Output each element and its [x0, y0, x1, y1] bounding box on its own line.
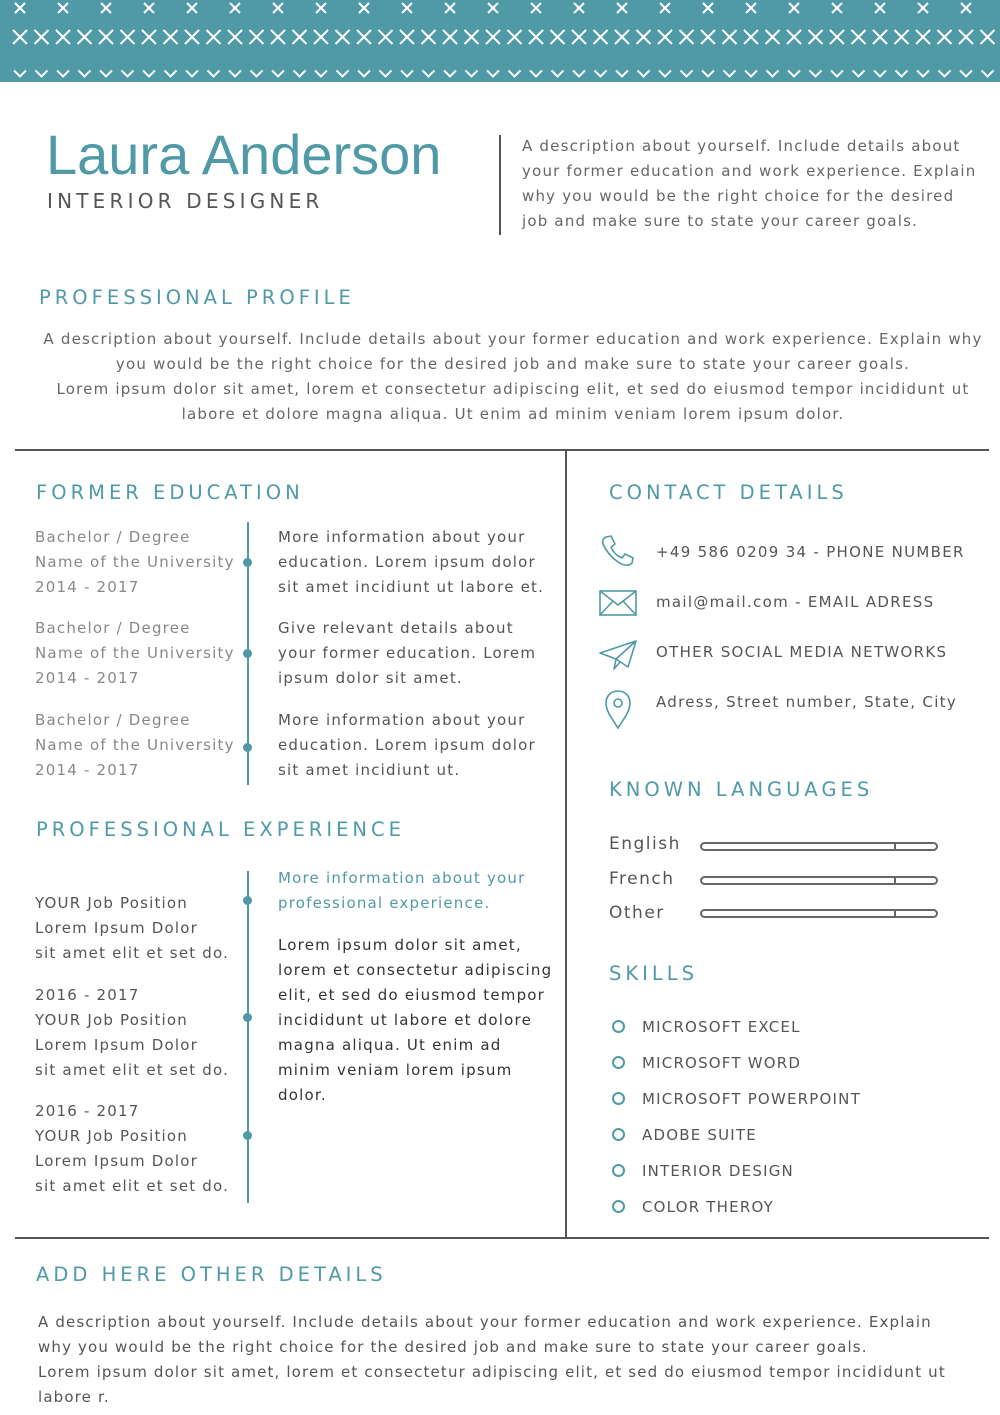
chevron-mark — [380, 70, 392, 76]
education-info: More information about your education. Lorem ipsum dolor sit amet incidiunt ut. — [278, 711, 536, 779]
language-level-fill — [702, 844, 896, 849]
cross-mark — [723, 30, 737, 44]
chevron-mark — [36, 70, 48, 76]
cross-mark — [101, 3, 111, 13]
envelope-icon — [598, 585, 638, 621]
cross-mark — [56, 30, 70, 44]
chevron-mark — [853, 70, 865, 76]
cross-mark — [445, 3, 455, 13]
profile-line-2: Lorem ipsum dolor sit amet, lorem et consectetur adipiscing elit, et sed do eiusmod tempor incididunt ut labore et dolore magna aliqua. Ut enim ad minim veniam lorem ipsum dolor. — [56, 380, 970, 423]
chevron-mark — [272, 70, 284, 76]
chevron-mark — [681, 70, 693, 76]
chevron-mark — [251, 70, 263, 76]
cross-mark — [594, 30, 608, 44]
cross-mark — [187, 3, 197, 13]
education-heading: FORMER EDUCATION — [36, 481, 304, 504]
language-level-bar — [700, 909, 938, 918]
chevron-mark — [745, 70, 757, 76]
location-pin-icon — [598, 688, 638, 730]
job-line-2: sit amet elit et set do. — [35, 944, 230, 962]
cross-mark — [228, 30, 242, 44]
cross-mark — [400, 30, 414, 44]
chevron-mark — [939, 70, 951, 76]
skills-heading: SKILLS — [609, 962, 699, 985]
chevron-mark — [423, 70, 435, 76]
cross-pattern — [0, 0, 1000, 82]
timeline-dot — [243, 743, 252, 752]
cross-mark — [766, 30, 780, 44]
chevron-mark — [960, 70, 972, 76]
chevron-mark — [767, 70, 779, 76]
cross-mark — [164, 30, 178, 44]
cross-mark — [873, 30, 887, 44]
chevron-mark — [595, 70, 607, 76]
cross-mark — [58, 3, 68, 13]
chevron-mark — [315, 70, 327, 76]
chevron-mark — [616, 70, 628, 76]
degree: Bachelor / Degree — [35, 619, 191, 637]
cross-mark — [531, 3, 541, 13]
other-details-heading: ADD HERE OTHER DETAILS — [36, 1263, 387, 1286]
cross-mark — [680, 30, 694, 44]
phone-number[interactable]: +49 586 0209 34 - PHONE NUMBER — [656, 543, 965, 561]
language-name: English — [609, 834, 681, 854]
chevron-mark — [401, 70, 413, 76]
contact-heading: CONTACT DETAILS — [609, 481, 848, 504]
job-position: YOUR Job Position — [35, 1011, 189, 1029]
chevron-mark — [509, 70, 521, 76]
paper-plane-icon — [598, 637, 638, 673]
years: 2016 - 2017 — [35, 986, 140, 1004]
cross-mark — [78, 30, 92, 44]
cross-mark — [314, 30, 328, 44]
cross-mark — [617, 3, 627, 13]
experience-heading: PROFESSIONAL EXPERIENCE — [36, 818, 405, 841]
job-line-2: sit amet elit et set do. — [35, 1061, 230, 1079]
chevron-mark — [122, 70, 134, 76]
cross-mark — [744, 30, 758, 44]
chevron-mark — [186, 70, 198, 76]
timeline-dot — [243, 649, 252, 658]
languages-heading: KNOWN LANGUAGES — [609, 778, 874, 801]
skill-bullet — [612, 1056, 625, 1069]
cross-mark — [852, 30, 866, 44]
cross-mark — [488, 3, 498, 13]
language-level-fill — [702, 878, 896, 883]
cross-mark — [875, 3, 885, 13]
language-name: Other — [609, 903, 665, 923]
cross-mark — [142, 30, 156, 44]
chevron-mark — [358, 70, 370, 76]
cross-mark — [574, 3, 584, 13]
timeline-dot — [243, 896, 252, 905]
cross-mark — [508, 30, 522, 44]
cross-mark — [615, 30, 629, 44]
other-line-1: A description about yourself. Include details about your former education and work experience. Explain why you would be the right choice for the desired job and make sure to state your career goals. — [38, 1313, 932, 1356]
experience-entry — [35, 983, 240, 1083]
chevron-mark — [552, 70, 564, 76]
skill-bullet — [612, 1128, 625, 1141]
experience-timeline — [247, 871, 249, 1203]
cross-mark — [637, 30, 651, 44]
cross-mark — [422, 30, 436, 44]
chevron-mark — [466, 70, 478, 76]
chevron-mark — [659, 70, 671, 76]
skill-item: COLOR THEROY — [642, 1198, 774, 1216]
cross-mark — [918, 3, 928, 13]
cross-mark — [789, 3, 799, 13]
social-networks[interactable]: OTHER SOCIAL MEDIA NETWORKS — [656, 643, 948, 661]
profile-heading: PROFESSIONAL PROFILE — [39, 286, 355, 309]
skill-item: MICROSOFT POWERPOINT — [642, 1090, 861, 1108]
job-line-1: Lorem Ipsum Dolor — [35, 919, 199, 937]
cross-mark — [959, 30, 973, 44]
cross-mark — [271, 30, 285, 44]
chevron-mark — [896, 70, 908, 76]
header-description: A description about yourself. Include details about your former education and work experience. Explain why you would be the right choice for the desired job and make sure to state your career goals. — [522, 137, 977, 230]
chevron-mark — [530, 70, 542, 76]
chevron-mark — [831, 70, 843, 76]
cross-mark — [746, 3, 756, 13]
chevron-mark — [724, 70, 736, 76]
chevron-mark — [100, 70, 112, 76]
cross-mark — [357, 30, 371, 44]
experience-entry — [35, 891, 240, 966]
language-level-bar — [700, 842, 938, 851]
cross-mark — [35, 30, 49, 44]
cross-mark — [402, 3, 412, 13]
cross-mark — [961, 3, 971, 13]
cross-mark — [895, 30, 909, 44]
job-position: YOUR Job Position — [35, 894, 189, 912]
years: 2016 - 2017 — [35, 1102, 140, 1120]
skill-item: ADOBE SUITE — [642, 1126, 757, 1144]
cross-mark — [787, 30, 801, 44]
cross-mark — [250, 30, 264, 44]
cross-mark — [121, 30, 135, 44]
skill-bullet — [612, 1200, 625, 1213]
chevron-mark — [874, 70, 886, 76]
job-line-2: sit amet elit et set do. — [35, 1177, 230, 1195]
address: Adress, Street number, State, City — [656, 693, 958, 711]
other-line-2: Lorem ipsum dolor sit amet, lorem et consectetur adipiscing elit, et sed do eiusmod tempor incididunt ut labore r. — [38, 1363, 946, 1406]
experience-body: Lorem ipsum dolor sit amet, lorem et consectetur adipiscing elit, et sed do eiusmod tempor incididunt ut labore et dolore magna aliqua. Ut enim ad minim veniam lorem ipsum dolor. — [278, 936, 553, 1104]
chevron-mark — [14, 70, 26, 76]
job-title: INTERIOR DESIGNER — [47, 189, 324, 213]
job-position: YOUR Job Position — [35, 1127, 189, 1145]
chevron-mark — [917, 70, 929, 76]
cross-mark — [572, 30, 586, 44]
phone-icon — [598, 533, 638, 569]
cross-mark — [701, 30, 715, 44]
degree: Bachelor / Degree — [35, 711, 191, 729]
email-address[interactable]: mail@mail.com - EMAIL ADRESS — [656, 593, 935, 611]
chevron-mark — [444, 70, 456, 76]
chevron-mark — [165, 70, 177, 76]
years: 2014 - 2017 — [35, 578, 140, 596]
cross-mark — [230, 3, 240, 13]
education-info: More information about your education. Lorem ipsum dolor sit amet incidiunt ut labore et. — [278, 528, 545, 596]
experience-entry — [35, 1099, 240, 1199]
other-details-text — [38, 1310, 968, 1410]
divider-top — [15, 449, 989, 451]
cross-mark — [916, 30, 930, 44]
cross-mark — [293, 30, 307, 44]
chevron-mark — [57, 70, 69, 76]
chevron-mark — [143, 70, 155, 76]
university: Name of the University — [35, 553, 235, 571]
cross-mark — [660, 3, 670, 13]
timeline-dot — [243, 1013, 252, 1022]
profile-line-1: A description about yourself. Include details about your former education and work experience. Explain why you would be the right choice for the desired job and make sure to state your career goals. — [43, 330, 983, 373]
cross-mark — [207, 30, 221, 44]
chevron-mark — [208, 70, 220, 76]
cross-mark — [703, 3, 713, 13]
chevron-mark — [337, 70, 349, 76]
skill-item: MICROSOFT EXCEL — [642, 1018, 801, 1036]
person-name: Laura Anderson — [46, 123, 442, 186]
years: 2014 - 2017 — [35, 761, 140, 779]
skill-bullet — [612, 1092, 625, 1105]
chevron-mark — [79, 70, 91, 76]
chevron-mark — [982, 70, 994, 76]
chevron-mark — [229, 70, 241, 76]
cross-mark — [658, 30, 672, 44]
cross-mark — [832, 3, 842, 13]
cross-mark — [809, 30, 823, 44]
chevron-mark — [638, 70, 650, 76]
cross-mark — [185, 30, 199, 44]
skill-item: INTERIOR DESIGN — [642, 1162, 794, 1180]
cross-mark — [13, 30, 27, 44]
skill-bullet — [612, 1020, 625, 1033]
cross-mark — [486, 30, 500, 44]
language-level-bar — [700, 876, 938, 885]
cross-mark — [938, 30, 952, 44]
cross-mark — [316, 3, 326, 13]
education-entry — [35, 525, 240, 600]
job-line-1: Lorem Ipsum Dolor — [35, 1036, 199, 1054]
education-info: Give relevant details about your former education. Lorem ipsum dolor sit amet. — [278, 619, 537, 687]
chevron-mark — [788, 70, 800, 76]
language-name: French — [609, 869, 675, 889]
education-entry — [35, 616, 240, 691]
skill-bullet — [612, 1164, 625, 1177]
skill-item: MICROSOFT WORD — [642, 1054, 802, 1072]
timeline-dot — [243, 1131, 252, 1140]
cross-mark — [443, 30, 457, 44]
cross-mark — [99, 30, 113, 44]
divider-bottom — [15, 1237, 989, 1239]
cross-mark — [981, 30, 995, 44]
university: Name of the University — [35, 736, 235, 754]
cross-mark — [359, 3, 369, 13]
cross-mark — [15, 3, 25, 13]
chevron-mark — [487, 70, 499, 76]
cross-mark — [551, 30, 565, 44]
chevron-mark — [810, 70, 822, 76]
cross-mark — [273, 3, 283, 13]
cross-mark — [336, 30, 350, 44]
chevron-mark — [573, 70, 585, 76]
education-entry — [35, 708, 240, 783]
chevron-mark — [702, 70, 714, 76]
profile-text — [40, 327, 986, 427]
header-divider — [499, 135, 501, 235]
degree: Bachelor / Degree — [35, 528, 191, 546]
years: 2014 - 2017 — [35, 669, 140, 687]
cross-mark — [379, 30, 393, 44]
cross-mark — [144, 3, 154, 13]
header-banner — [0, 0, 1000, 82]
university: Name of the University — [35, 644, 235, 662]
language-level-fill — [702, 911, 896, 916]
cross-mark — [529, 30, 543, 44]
chevron-mark — [294, 70, 306, 76]
experience-highlight: More information about your professional experience. — [278, 869, 526, 912]
cross-mark — [465, 30, 479, 44]
job-line-1: Lorem Ipsum Dolor — [35, 1152, 199, 1170]
cross-mark — [830, 30, 844, 44]
column-divider — [565, 450, 567, 1239]
timeline-dot — [243, 558, 252, 567]
